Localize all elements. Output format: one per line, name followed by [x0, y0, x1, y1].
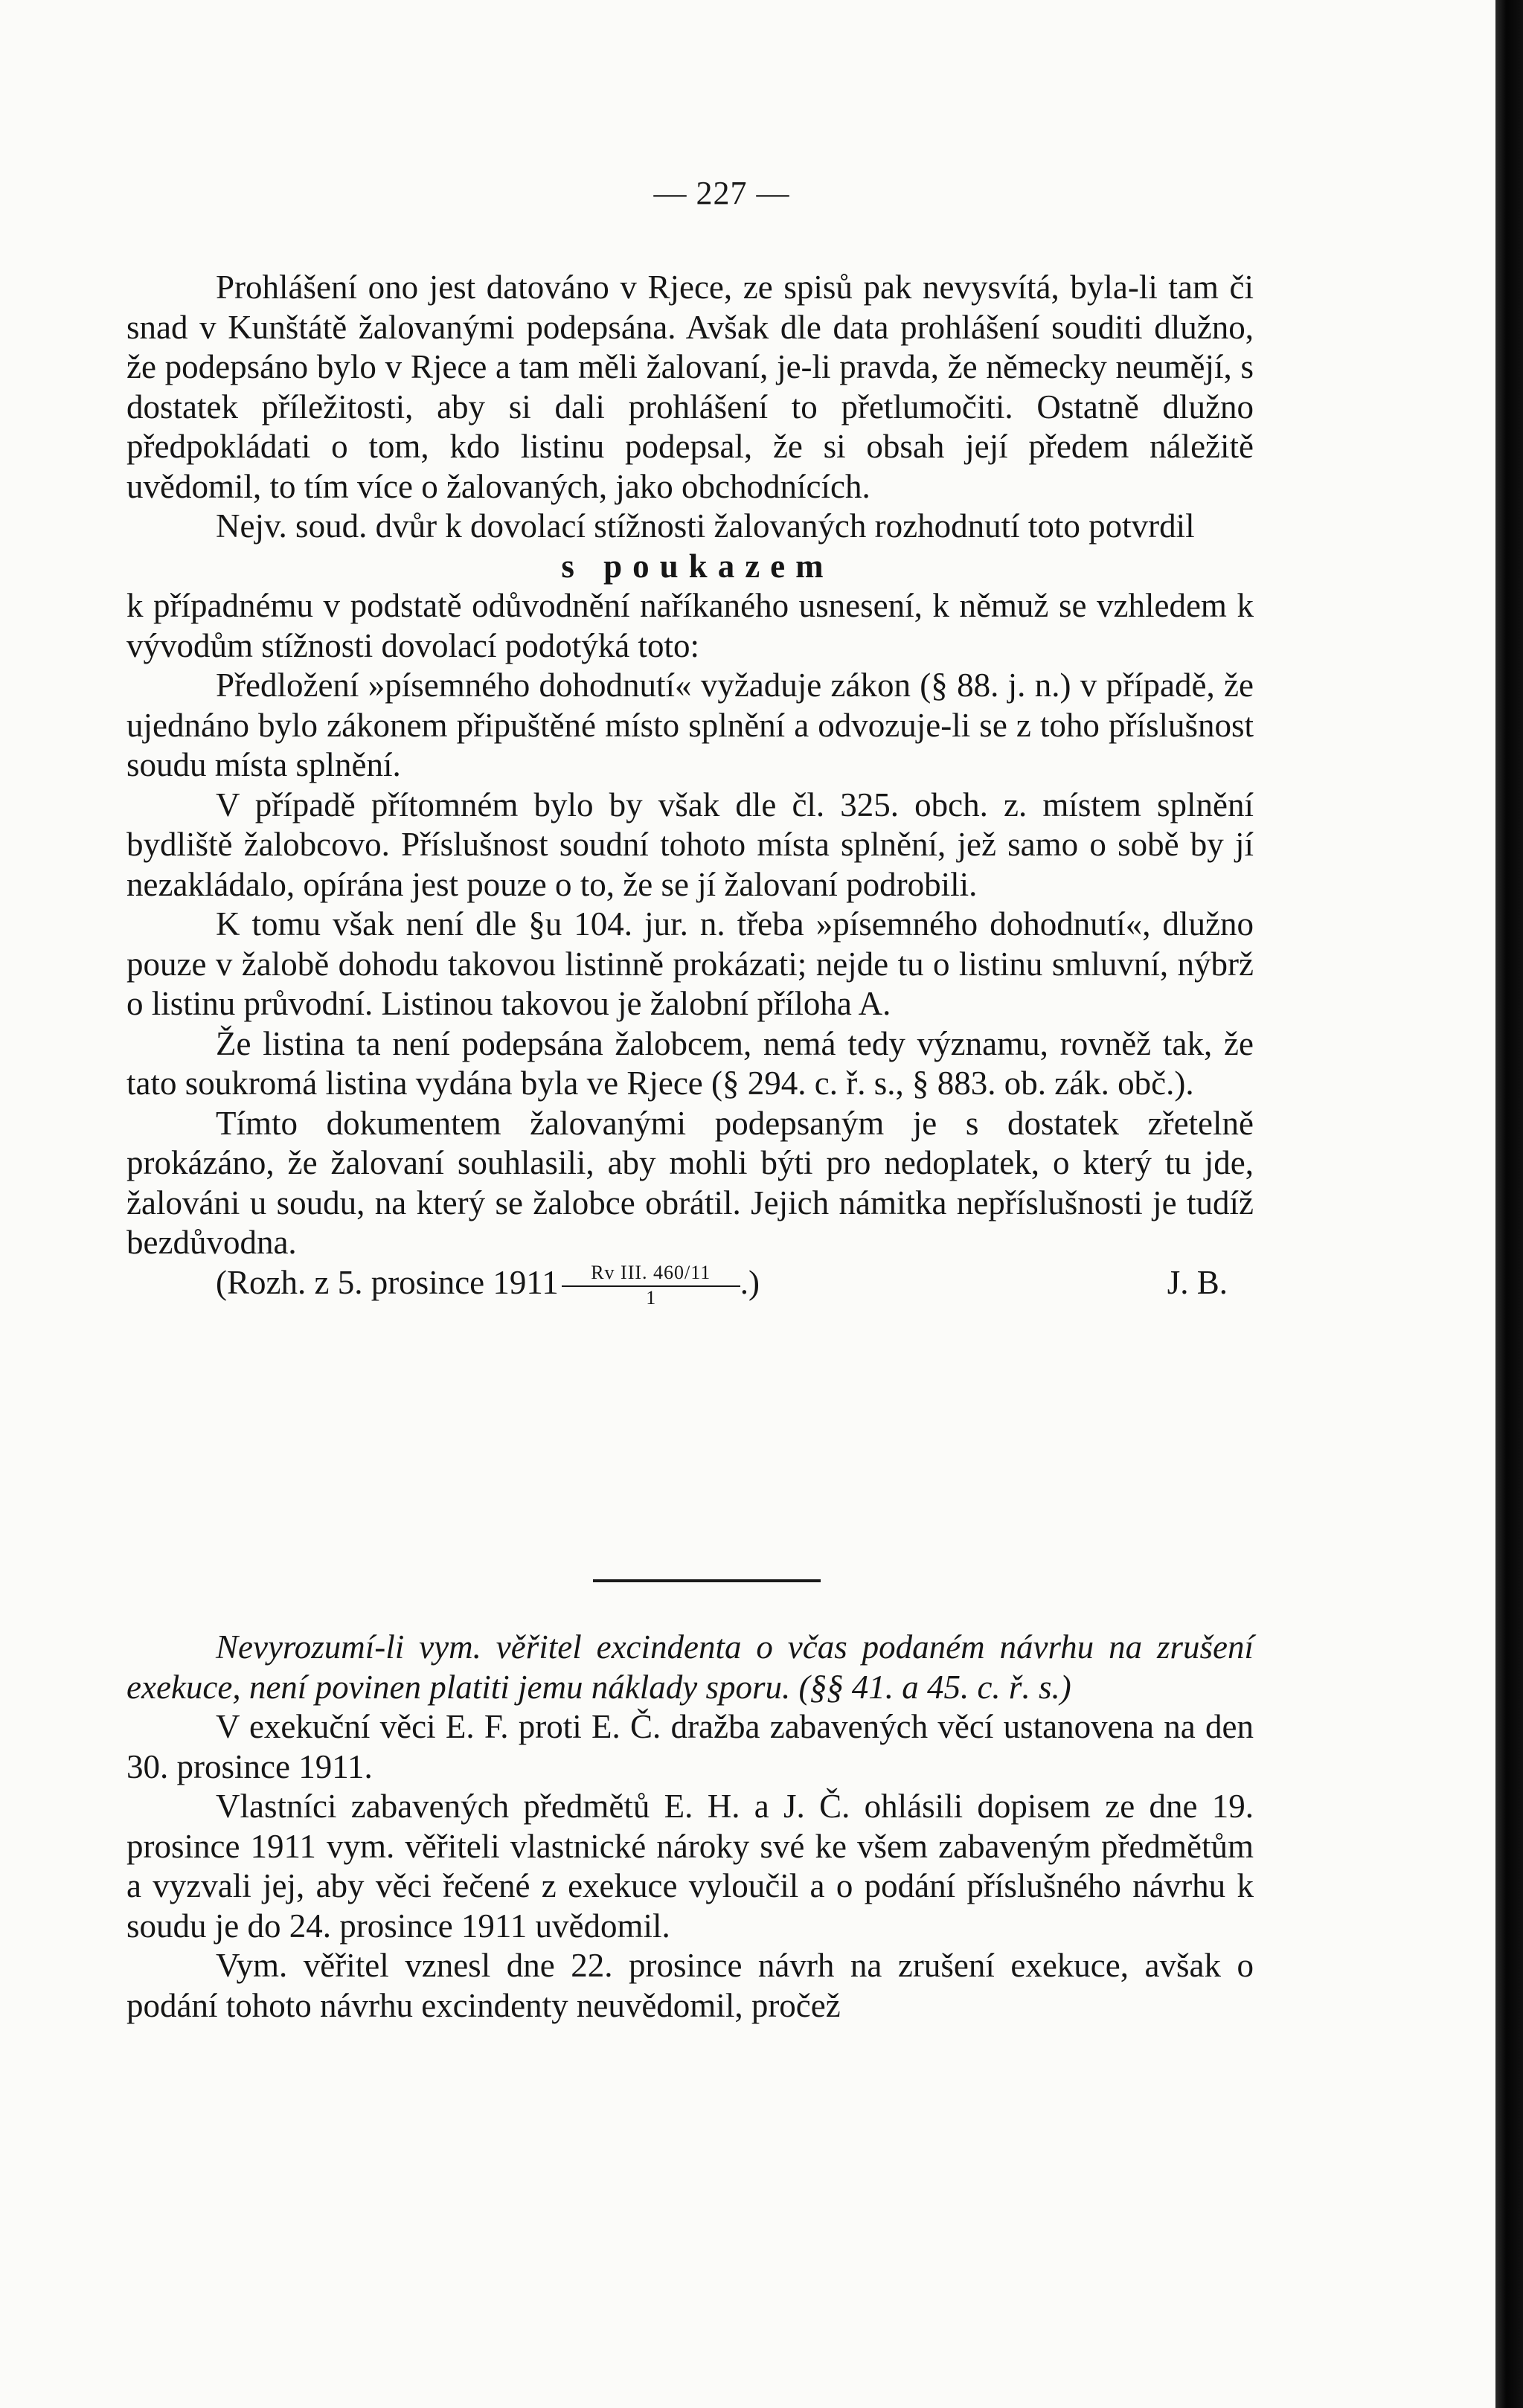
spaced-heading: s poukazem — [561, 547, 834, 585]
paragraph: V případě přítomném bylo by však dle čl. 325. obch. z. místem splnění bydliště žalobcovo. Příslušnost soudní tohoto místa splnění, jež samo o sobě by jí nezakládalo, opírána jest pouze o to, že se jí žalovaní podrobili. — [126, 786, 1254, 903]
citation-numerator: Rv III. 460/11 — [591, 1262, 711, 1284]
decision-heading: Nevyrozumí-li vym. věřitel excindenta o včas podaném návrhu na zrušení exekuce, není povinen platiti jemu náklady sporu. (§§ 41. a 45. c. ř. s.) — [126, 1628, 1254, 1706]
paragraph: Tímto dokumentem žalovanými podepsaným je s dostatek zřetelně prokázáno, že žalovaní souhlasili, aby mohli býti pro nedoplatek, o který tu jde, žalováni u soudu, na který se žalobce obrátil. Jejich námitka nepříslušnosti je tudíž bezdůvodna. — [126, 1104, 1254, 1261]
decision-1-body — [126, 268, 1254, 1308]
paragraph: Vlastníci zabavených předmětů E. H. a J. Č. ohlásili dopisem ze dne 19. prosince 1911 vym. věřiteli vlastnické nároky své ke všem zabaveným předmětům a vyzvali jej, aby věci řečené z exekuce vyloučil a o podání příslušného návrhu k soudu je do 24. prosince 1911 uvědomil. — [126, 1788, 1254, 1945]
citation-fraction — [562, 1263, 740, 1308]
section-divider — [593, 1579, 821, 1582]
page-number: — 227 — — [653, 175, 790, 211]
author-initials: J. B. — [1167, 1263, 1228, 1301]
paragraph: Předložení »písemného dohodnutí« vyžaduje zákon (§ 88. j. n.) v případě, že ujednáno bylo zákonem připuštěné místo splnění a odvozuje-li se z toho příslušnost soudu místa splnění. — [126, 667, 1254, 783]
paragraph: k případnému v podstatě odůvodnění naříkaného usnesení, k němuž se vzhledem k vývodům stížnosti dovolací podotýká toto: — [126, 587, 1254, 664]
paragraph: Prohlášení ono jest datováno v Rjece, ze spisů pak nevysvítá, byla-li tam či snad v Kunštátě žalovanými podepsána. Avšak dle data prohlášení souditi dlužno, že podepsáno bylo v Rjece a tam měli žalovaní, je-li pravda, že německy neumějí, s dostatek příležitosti, aby si dali prohlášení to přetlumočiti. Ostatně dlužno předpokládati o tom, kdo listinu podepsal, že si obsah její předem náležitě uvědomil, to tím více o žalovaných, jako obchodnících. — [126, 269, 1254, 505]
paragraph: V exekuční věci E. F. proti E. Č. dražba zabavených věcí ustanovena na den 30. prosince 1911. — [126, 1708, 1254, 1785]
citation-denominator: 1 — [646, 1287, 656, 1309]
citation — [216, 1263, 760, 1309]
citation-line — [126, 1263, 1254, 1309]
paragraph: Vym. věřitel vznesl dne 22. prosince návrh na zrušení exekuce, avšak o podání tohoto návrhu excindenty neuvědomil, pročež — [126, 1947, 1254, 2024]
paragraph: Nejv. soud. dvůr k dovolací stížnosti žalovaných rozhodnutí toto potvrdil — [216, 507, 1195, 545]
scan-edge — [1495, 0, 1523, 2408]
decision-2-body — [126, 1628, 1254, 2026]
paragraph: Že listina ta není podepsána žalobcem, nemá tedy významu, rovněž tak, že tato soukromá listina vydána byla ve Rjece (§ 294. c. ř. s., § 883. ob. zák. obč.). — [126, 1024, 1254, 1102]
citation-suffix: .) — [740, 1263, 760, 1301]
citation-prefix: (Rozh. z 5. prosince 1911 — [216, 1263, 559, 1301]
paragraph: K tomu však není dle §u 104. jur. n. třeba »písemného dohodnutí«, dlužno pouze v žalobě dohodu takovou listinně prokázati; nejde tu o listinu smluvní, nýbrž o listinu průvodní. Listinou takovou je žalobní příloha A. — [126, 905, 1254, 1022]
